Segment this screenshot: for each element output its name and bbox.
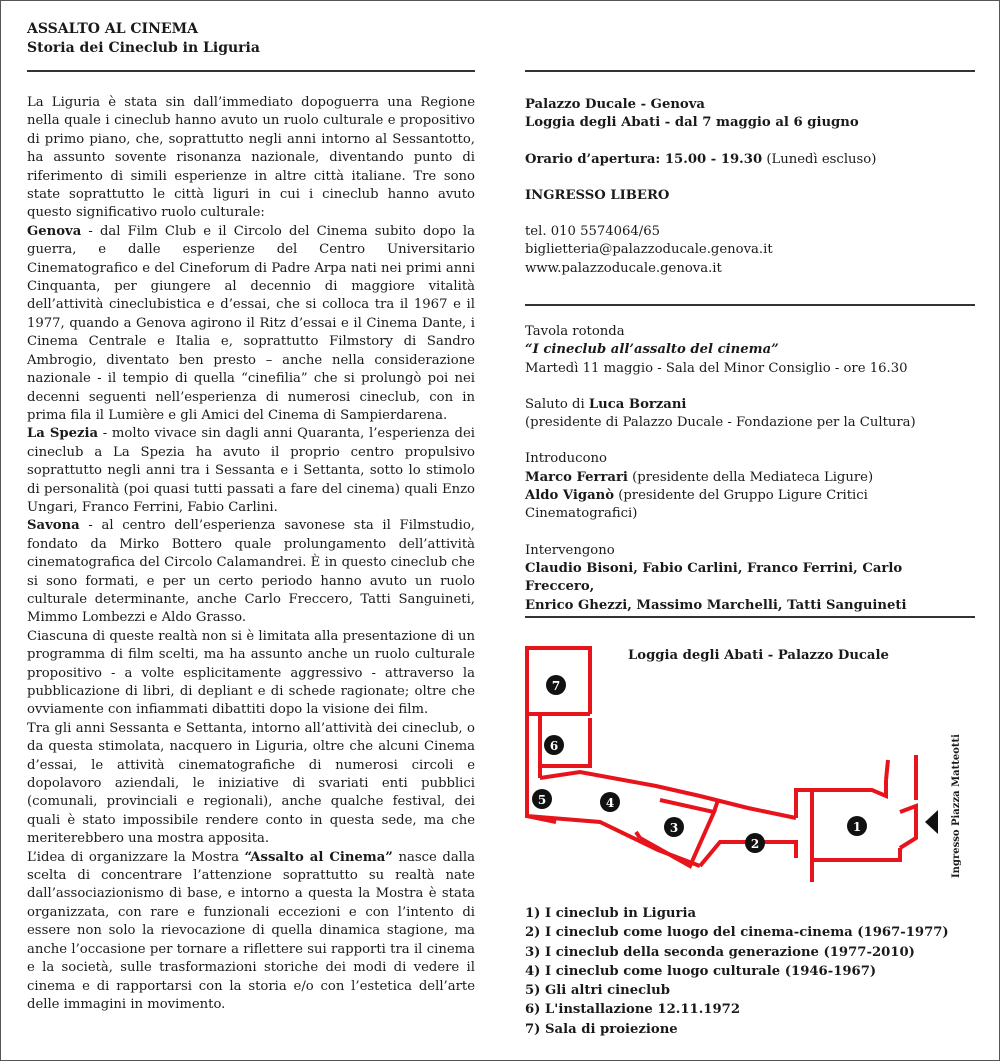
greeting-role: (presidente di Palazzo Ducale - Fondazione per la Cultura) [525,415,916,431]
room-5-label: 5 [537,793,547,807]
article-intro: La Liguria è stata sin dall’immediato dopoguerra una Regione nella quale i cineclub hanno avuto un ruolo culturale e propositivo di primo piano, che, soprattutto negli anni intorno al Sessantotto, ha assunto sovente risonanza nazionale, diventando punto di riferimento di simili esperienze in altre città italiane. Tre sono state soprattutto le città liguri in cui i cineclub hanno avuto questo significativo ruolo culturale: [27,95,475,221]
intro2-name: Aldo Viganò [525,488,615,504]
intro-label: Introducono [525,451,607,467]
speakers-label: Intervengono [525,542,615,558]
venue-text: Palazzo Ducale - Genova [525,97,705,112]
hours-note: (Lunedì escluso) [762,151,877,167]
event-kind: Tavola rotonda [525,324,625,339]
page-subtitle: Storia dei Cineclub in Liguria [27,40,260,56]
greeting-name: Luca Borzani [588,396,687,412]
room-6-label: 6 [549,739,559,753]
savona-text: - al centro dell’esperienza savonese sta il Filmstudio, fondato da Mirko Bottero quale prolungamento dell’attività cinematografica del Circolo Calamandrei. È in questo cineclub che si sono formati, e per un certo periodo hanno avuto un ruolo culturale determinante, anche Carlo Freccero, Tatti Sanguineti, Mimmo Lombezzi e Aldo Grasso. [27,518,475,626]
room-7-label: 7 [551,679,561,693]
room-1-label: 1 [852,820,862,834]
hours-label: Orario d’apertura: 15.00 - 19.30 [525,151,763,167]
genova-text: - dal Film Club e il Circolo del Cinema subito dopo la guerra, e dalle esperienze del Centro Universitario Cinematografico e del Cineforum di Padre Arpa nati nei primi anni Cinquanta, per giungere al decennio di maggiore vitalità dell’attività cineclubistica e d’essai, che si colloca tra il 1967 e il 1977, quando a Genova agirono il Ritz d’essai e il Cinema Dante, i Cinema Centrale e Italia e, soprattutto Filmstory di Sandro Ambrogio, diventato ben presto – anche nella considerazione nazionale - il tempio di quella “cinefilia” che si prolungò poi nei decenni seguenti nell’esperienza di numerosi cineclub, con in prima fila il Lumière e gli Amici del Cinema di Sampierdarena. [27,223,475,423]
event-title-text: “I cineclub all’assalto del cinema” [525,342,779,358]
genova-label: Genova [27,223,82,239]
floor-plan-walls [527,648,916,882]
website-link[interactable]: www.palazzoducale.genova.it [525,260,722,276]
legend-item: 3) I cineclub della seconda generazione (1977-2010) [525,944,915,960]
exhibition-name: “Assalto al Cinema” [244,849,393,865]
intro1-name: Marco Ferrari [525,469,628,485]
map-title: Loggia degli Abati - Palazzo Ducale [628,648,889,663]
laspezia-label: La Spezia [27,426,99,442]
free-entry-text: INGRESSO LIBERO [525,187,670,203]
intro2-role: (presidente del Gruppo Ligure Critici Cinematografici) [525,488,868,522]
map-legend [525,904,949,1039]
speakers-line1-text: Claudio Bisoni, Fabio Carlini, Franco Ferrini, Carlo Freccero, [525,560,903,595]
dates-text: Loggia degli Abati - dal 7 maggio al 6 giugno [525,115,859,131]
laspezia-text: - molto vivace sin dagli anni Quaranta, l’esperienza dei cineclub a La Spezia ha avuto il proprio centro propulsivo soprattutto negli anni tra i Sessanta e i Settanta, sotto lo stimolo di personalità (poi quasi tutti passati a fare del cinema) quali Enzo Ungari, Franco Ferrini, Fabio Carlini. [27,426,476,515]
legend-item: 6) L'installazione 12.11.1972 [525,1002,740,1018]
phone: tel. 010 5574064/65 [525,224,661,240]
intro1-role: (presidente della Mediateca Ligure) [627,469,874,485]
legend-item: 2) I cineclub come luogo del cinema-cinema (1967-1977) [525,925,949,941]
speakers-line2-text: Enrico Ghezzi, Massimo Marchelli, Tatti Sanguineti [525,597,907,613]
entrance-label: Ingresso Piazza Matteotti [951,734,962,878]
article-paragraph-5: Ciascuna di queste realtà non si è limitata alla presentazione di un programma di film scelti, ma ha assunto anche un ruolo culturale propositivo - a volte esplicitamente aggressivo - attraverso la pubblicazione di libri, di depliant e di schede ragionate; oltre che ovviamente con infiammati dibattiti dopo la visione dei film. [27,628,475,718]
p7-after: nasce dalla scelta di concentrare l’attenzione soprattutto su realtà nate dall’associazionismo di base, e intorno a questa la Mostra è stata organizzata, con rare e funzionali eccezioni e con l’intento di essere non solo la rievocazione di quella dinamica stagione, ma anche l’occasione per tornare a riflettere sui rapporti tra il cinema e la società, sulle trasformazioni storiche dei modi di vedere il cinema e di rapportarsi con la storia e/o con l’estetica dell’arte delle immagini in movimento. [27,849,475,1012]
room-2-label: 2 [750,837,760,851]
article-paragraph-6: Tra gli anni Sessanta e Settanta, intorno all’attività dei cineclub, o da questa stimolata, nacquero in Liguria, oltre che alcuni Cinema d’essai, le attività cinematografiche di numerosi circoli e dopolavoro aziendali, le iniziative di svariati enti pubblici (comunali, provinciali e regionali), anche qualche festival, dei quali è stato impossibile rendere conto in questa sede, ma che meriterebbero una mostra apposita. [27,720,475,847]
entrance-arrow-icon [925,810,938,834]
email-link[interactable]: biglietteria@palazzoducale.genova.it [525,242,773,258]
event-when: Martedì 11 maggio - Sala del Minor Consiglio - ore 16.30 [525,360,908,376]
greeting-label: Saluto di [525,396,589,412]
legend-item: 5) Gli altri cineclub [525,983,670,999]
legend-item: 7) Sala di proiezione [525,1021,678,1037]
page-title: ASSALTO AL CINEMA [27,21,198,37]
savona-label: Savona [27,518,80,534]
room-3-label: 3 [669,821,679,835]
room-4-label: 4 [605,796,615,810]
legend-item: 4) I cineclub come luogo culturale (1946-1967) [525,963,877,979]
legend-item: 1) I cineclub in Liguria [525,906,697,921]
p7-before: L’idea di organizzare la Mostra [27,849,245,865]
